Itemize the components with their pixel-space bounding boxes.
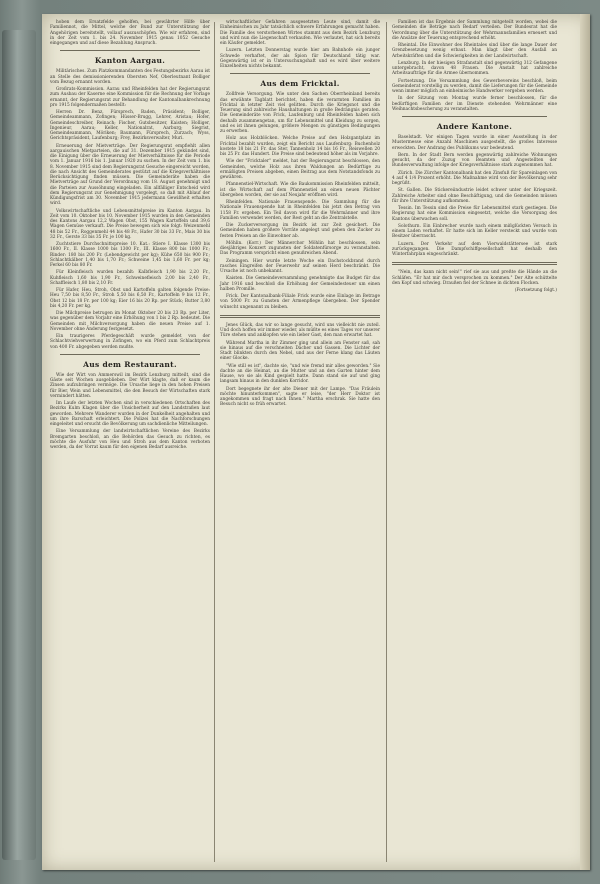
article-paragraph: Volkswirtschaftliche und Lebensmittelpreise im Kanton Aargau. In Zeit vom 10. Oktober bis 10. November 1915 wurden in den Gemeinden des Kantons Aargau 12,2 Wagen Obst, 155 Wagen Kartoffeln und 39,6 Wagen Gemüse verkauft. Die Preise bewegen sich wie folgt: Weizenmehl 48 bis 52 Fr., Roggenmehl 44 bis 48 Fr., Hafer 30 bis 33 Fr., Mais 30 bis 32 Fr., Gerste 33 bis 35 Fr. je 100 kg.: [50, 208, 210, 240]
article-paragraph: Die Zuckerversorgung im Bezirk ist zur Zeit gesichert. Die Gemeinden haben größere Vorräte angelegt und geben den Zucker zu festen Preisen an die Einwohner ab.: [220, 223, 380, 239]
article-paragraph: Familien ist das Ergebnis der Sammlung mitgeteilt worden, wobei die Gemeinden die Beträge nach Bedarf verteilen. Der Bundesrat hat die Verordnung über die Unterstützung der Wehrmannsfamilien erneuert und die Ansätze der Teuerung entsprechend erhöht.: [392, 20, 557, 41]
article-paragraph: Kaisten. Die Gemeindeversammlung genehmigte das Budget für das Jahr 1916 und beschloß die Erhöhung der Gemeindesteuer um einen halben Promille.: [220, 276, 380, 292]
column-rule: [386, 22, 387, 862]
book-binding: [2, 30, 36, 860]
separator: [60, 50, 200, 51]
feuilleton-paragraph: "Wie still es ist", dachte sie, "und wie fremd mir alles geworden." Sie dachte an die Heimat, an die Mutter und an den Garten hinter dem Hause, wo sie als Kind gespielt hatte. Dann stand sie auf und ging langsam hinaus in den dunklen Korridor.: [220, 363, 380, 385]
section-heading-restaurant: Aus dem Restaurant.: [83, 359, 177, 369]
article-paragraph: Rheinfelden. Nationale Frauenspende. Die Sammlung für die Nationale Frauenspende hat in Rheinfelden bis jetzt den Betrag von 1158 Fr. ergeben. Ein Teil davon wird für die Wehrmänner und ihre Familien verwendet werden, der Rest geht an die Zentralstelle.: [220, 200, 380, 221]
feuilleton-separator: [392, 262, 557, 265]
separator: [402, 116, 547, 117]
article-paragraph: Zürich. Die Zürcher Kantonalbank hat den Zinsfuß für Spareinlagen von 4 auf 4 1/4 Prozent erhöht. Die Maßnahme wird von der Bevölkerung sehr begrüßt.: [392, 170, 557, 186]
column-rule: [214, 22, 215, 862]
article-paragraph: Für Hafer, Heu, Stroh, Obst und Kartoffeln galten folgende Preise: Heu 7,50 bis 8,50 Fr., Stroh 5,50 bis 6,50 Fr., Kartoffeln 9 bis 12 Fr., Obst 12 bis 18 Fr. per 100 kg; Eier 16 bis 20 Rp. per Stück; Butter 3,80 bis 4,20 Fr. per kg.: [50, 288, 210, 309]
article-paragraph: Die Milchpreise betrugen im Monat Oktober 20 bis 23 Rp. per Liter, was gegenüber dem Vorjahr eine Erhöhung von 1 bis 2 Rp. bedeutet. Die Gemeinden mit Milchversorgung haben die neuen Preise auf 1. November ohne Änderung festgesetzt.: [50, 311, 210, 332]
continuation-note: (Fortsetzung folgt.): [514, 288, 557, 293]
article-paragraph: Wie der Wirt von Ammerswil im Bezirk Lenzburg mitteilt, sind die Gäste seit Wochen ausgeblieben. Der Wirt klagte, daß er kaum die Zinsen aufzubringen vermöge. Die Ursache liege in den hohen Preisen für Bier, Wein und Lebensmittel, die den Besuch der Wirtschaften stark vermindert hätten.: [50, 372, 210, 399]
article-paragraph: wirtschaftlicher Gefahren ausgesetzten Leute sind, damit die Einheimischen zu Jahr tatsächlich schwere Erfahrungen gemacht haben. Die Familie des verstorbenen Wirtes stammt aus dem Bezirk Lenzburg und wird nun die Liegenschaft verkaufen. Wie verlautet, hat sich bereits ein Käufer gemeldet.: [220, 20, 380, 46]
separator: [60, 354, 200, 355]
article-paragraph: Zollfreie Versorgung. Wie unter den Sachen Oberrheinland bereits das erwähnte Tagblatt berichtet, haben die verarmten Familien im Fricktal in letzter Zeit viel gelitten. Durch die Kriegsnot und die Teuerung sind zahlreiche Haushaltungen in große Bedrängnis geraten. Die Gemeinderäte von Frick, Laufenburg und Rheinfelden haben sich deshalb zusammengetan, um für Lebensmittel und Kleidung zu sorgen, und es ist ihnen gelungen, größere Mengen zu günstigen Bedingungen zu erwerben.: [220, 92, 380, 134]
article-paragraph: In der Sitzung vom Montag wurde ferner beschlossen, für die bedürftigen Familien der im Dienste stehenden Wehrmänner eine Weihnachtsbescherung zu veranstalten.: [392, 96, 557, 112]
column-middle: [220, 20, 380, 410]
article-paragraph: Baselstadt. Vor einigen Tagen wurde in einer Ausstellung in der Mustermesse eine Anzahl Maschinen ausgestellt, die großes Interesse erweckten. Der Andrang des Publikums war bedeutend.: [392, 135, 557, 151]
article-paragraph: Pfannenstiel-Wirtschaft. Wie die Baukommission Rheinfelden mitteilt, ist die Wirtschaft auf dem Pfannenstiel an einen neuen Pächter übergeben worden, der sie auf Neujahr eröffnen wird.: [220, 182, 380, 198]
article-paragraph: Frick. Der Kantonalbank-Filiale Frick wurde eine Einlage im Betrage von 5000 Fr. zu Gunsten der Armenpflege übergeben. Der Spender wünscht ungenannt zu bleiben.: [220, 294, 380, 310]
article-paragraph: Rheintal. Die Einwohner des Rheintales sind über die lange Dauer der Grenzbesetzung wenig erbaut. Man klagt über den Ausfall an Arbeitskräften und die Schwierigkeiten in der Landwirtschaft.: [392, 43, 557, 59]
article-paragraph: Militärisches. Zum Platzkommandanten des Festungsbezirks Aarau ist an Stelle des demissionierenden Obersten Nef, Oberleutnant Bolliger vom Bezug ernannt worden.: [50, 69, 210, 85]
article-paragraph: Für Kleinfleisch wurden bezahlt: Kalbfleisch 1,90 bis 2,20 Fr., Kuhfleisch 1,60 bis 1,90 Fr., Schweinefleisch 2,00 bis 2,40 Fr., Schaffleisch 1,80 bis 2,10 Fr.: [50, 270, 210, 286]
separator: [230, 73, 370, 74]
article-paragraph: Möhlin. (Korr.) Der Männerchor Möhlin hat beschlossen, sein diesjähriges Konzert zugunsten der Soldatenfürsorge zu veranstalten. Das Programm verspricht einen genußreichen Abend.: [220, 240, 380, 257]
feuilleton-separator: [220, 315, 380, 318]
article-paragraph: Ein traurigeres Pferdegeschäft wurde gemeldet von der Schlachtviehverwertung in Zofingen, wo ein Pferd zum Schlachtpreis von 400 Fr. abgegeben werden mußte.: [50, 334, 210, 350]
article-paragraph: Eine Versammlung der landwirtschaftlichen Vereine des Bezirks Bremgarten beschloß, an die Behörden das Gesuch zu richten, es möchte die Ausfuhr von Heu und Stroh aus dem Kanton verboten werden, da der Vorrat kaum für den eigenen Bedarf ausreiche.: [50, 429, 210, 450]
section-heading-andere-kantone: Andere Kantone.: [436, 122, 513, 131]
article-paragraph: Solothurn. Ein Einbrecher wurde nach einem mißglückten Versuch in einem Laden verhaftet. Er hatte sich im Keller versteckt und wurde vom Besitzer überrascht.: [392, 223, 557, 240]
feuilleton-paragraph: Jenes Glück, das wir so lange gesucht, wird uns vielleicht nie zuteil. Und doch hoffen wir immer wieder, als müßte es eines Tages vor unserer Türe stehen und anklopfen wie ein lieber Gast, den man erwartet hat.: [220, 322, 380, 339]
section-heading-aargau: Kanton Aargau.: [94, 56, 166, 66]
article-paragraph: hoben dem Ersatzfelde geholfen, bei gewährter Hilfe über Familiennot, die Mittel, welche der Bund zur Unterstützung der Angehörigen bereitstellt, vollauf auszuschöpfen. Wie wir erfahren, sind in der Zeit vom 1. bis 24. November 1915 genau 1052 Gesuche eingegangen und auf diese Bezahlung Anspruch.: [50, 20, 210, 46]
feuilleton-paragraph: Während Martha in ihr Zimmer ging und allein am Fenster saß, sah sie hinaus auf die verschneiten Dächer und Gassen. Die Lichter der Stadt blinkten durch den Nebel, und aus der Ferne klang das Läuten einer Glocke.: [220, 340, 380, 362]
article-paragraph: Tessin. Im Tessin sind die Preise für Lebensmittel stark gestiegen. Die Regierung hat eine Kommission eingesetzt, welche die Versorgung des Kantons überwachen soll.: [392, 206, 557, 222]
article-paragraph: Holz aus Holzblöcken. Welche Preise auf den Holzgantplatz im Fricktal bezahlt wurden, zeigt ein Bericht aus Laufenburg: Buchenholz kostete 18 bis 21 Fr. das Ster, Tannenholz 14 bis 16 Fr., Reiswellen 20 bis 25 Fr. das Hundert. Die Preise sind bedeutend höher als im Vorjahre.: [220, 136, 380, 157]
article-paragraph: Erneuerung der Mietverträge. Der Regierungsrat empfiehlt allen aargauischen Mietparteien, die auf 31. Dezember 1915 gekündet sind, die Einigung über die Erneuerung der Mietverhältnisse für die Periode vom 1. Januar 1916 bis 1. Januar 1920 zu suchen. In der Zeit vom 1. bis 8. November 1915 sind dem Regierungsrat Gesuche eingereicht worden, die nach Ansicht des Gemeinderates gestützt auf die Kriegsverhältnisse Berücksichtigung finden müssen. Die Gemeinderäte haben die Mietverträge auf Grund der Verordnung vom 18. August genehmigt und die Parteien zur Aussöhnung eingeladen. Ein allfälliger Entscheid wird dem Regierungsrat zur Genehmigung vorgelegt, so daß mit Ablauf der Kündigungsfrist am 30. November 1915 jedermann Gewißheit erhalten wird.: [50, 143, 210, 207]
article-paragraph: Wie der "Fricktaler" meldet, hat der Regierungsrat beschlossen, den Gemeinden, welche Holz aus ihren Waldungen an Bedürftige zu ermäßigten Preisen abgeben, einen Beitrag aus dem Notstandsfonds zu gewähren.: [220, 159, 380, 180]
article-paragraph: St. Gallen. Die Stickereiindustrie leidet schwer unter der Kriegszeit. Zahlreiche Arbeiter sind ohne Beschäftigung, und die Gemeinden müssen für ihre Unterstützung aufkommen.: [392, 188, 557, 204]
feuilleton-paragraph: "Nein, das kann nicht sein!" rief sie aus und preßte die Hände an die Schläfen. "Er hat mir doch versprochen zu kommen." Der Alte schüttelte den Kopf und schwieg. Draußen fiel der Schnee in dichten Flocken.: [392, 270, 557, 286]
article-paragraph: Lenzburg. In der hiesigen Strafanstalt sind gegenwärtig 312 Gefangene untergebracht, davon 48 Frauen. Die Anstalt hat zahlreiche Arbeitsaufträge für die Armee übernommen.: [392, 60, 557, 77]
newspaper-page: [42, 14, 590, 870]
article-paragraph: Fortsetzung. Die Versammlung des Gewerbevereins beschloß, beim Gemeinderat vorstellig zu werden, damit die Lieferungen für die Gemeinde wenn immer möglich an einheimische Handwerker vergeben werden.: [392, 78, 557, 94]
article-paragraph: Zuchtstiere Durchschnittspreise 10. Kat.: Stiere I. Klasse 1300 bis 1600 Fr., II. Klasse 1000 bis 1300 Fr., III. Klasse 800 bis 1000 Fr.; Rinder: 180 bis 200 Fr. (Lebendgewicht per kg); Kühe 650 bis 900 Fr.; Schlachtkälber 1,40 bis 1,70 Fr.; Schweine 1,45 bis 1,60 Fr. per kg; Ferkel 60 bis 80 Fr.: [50, 242, 210, 268]
article-paragraph: Großrats-Kommission. Aarau und Rheinfelden hat der Regierungsrat zum Ausbau der Kaserne eine Kommission für die Rechnung der Vorlage ernannt, der Regierungsrat zur Behandlung der Kantonalbankrechnung pro 1915 folgendermaßen bestellt:: [50, 87, 210, 108]
article-paragraph: Zeiningen. Hier wurde letzte Woche ein Dachstockbrand durch rasches Eingreifen der Feuerwehr auf seinen Herd beschränkt. Die Ursache ist noch unbekannt.: [220, 258, 380, 274]
column-left: [50, 20, 210, 452]
article-paragraph: Bern. In der Stadt Bern werden gegenwärtig zahlreiche Wohnungen gesucht, da der Zuzug von Beamten und Angestellten der Bundesverwaltung infolge der Kriegsverhältnisse stark zugenommen hat.: [392, 152, 557, 169]
column-right: [392, 20, 557, 293]
article-paragraph: Herren Dr. Benz, Fürsprech, Baden, Präsident; Bolliger, Gemeindeammann, Zofingen; Hüsser-Brugg, Lehrer, Aristau; Hofer, Gemeindeschreiber, Reinach; Fischer, Gutsbesitzer, Kaisten; Holliger, Ingenieur, Aarau; Keller, Nationalrat, Aarburg; Siegrist, Gemeindeammann, Möriken; Baumann, Fürsprech, Zurzach; Wyss, Gerichtspräsident, Laufenburg; Frey, Bezirksverwalter, Muri.: [50, 110, 210, 142]
section-heading-fricktal: Aus dem Fricktal.: [260, 79, 340, 89]
article-paragraph: Im Laufe der letzten Wochen sind in verschiedenen Ortschaften des Bezirks Kulm Klagen über die Unsicherheit auf den Landstraßen laut geworden. Mehrere Wanderer wurden in der Dunkelheit angehalten und um ihre Barschaft erleichtert. Die Polizei hat die Nachforschungen eingeleitet und ersucht die Bevölkerung um sachdienliche Mitteilungen.: [50, 401, 210, 427]
page-edge: [580, 14, 590, 870]
article-paragraph: Luzern. Der Verkehr auf dem Vierwaldstättersee ist stark zurückgegangen. Die Dampfschiffgesellschaft hat deshalb den Winterfahrplan eingeschränkt.: [392, 241, 557, 257]
article-paragraph: Luzern. Letzten Donnerstag wurde hier am Bahnhofe ein junger Schwede verhaftet, der als Spion für Deutschland tätig war. Gegenwärtig ist er in Untersuchungshaft und es wird über weitere Einzelheiten nichts bekannt.: [220, 48, 380, 69]
feuilleton-paragraph: Dort begegnete ihr der alte Diener mit der Lampe. "Das Fräulein möchte hinunterkommen", sagte er leise, "der Herr Doktor ist angekommen und fragt nach Ihnen." Martha erschrak. Sie hatte den Besuch nicht so früh erwartet.: [220, 386, 380, 408]
